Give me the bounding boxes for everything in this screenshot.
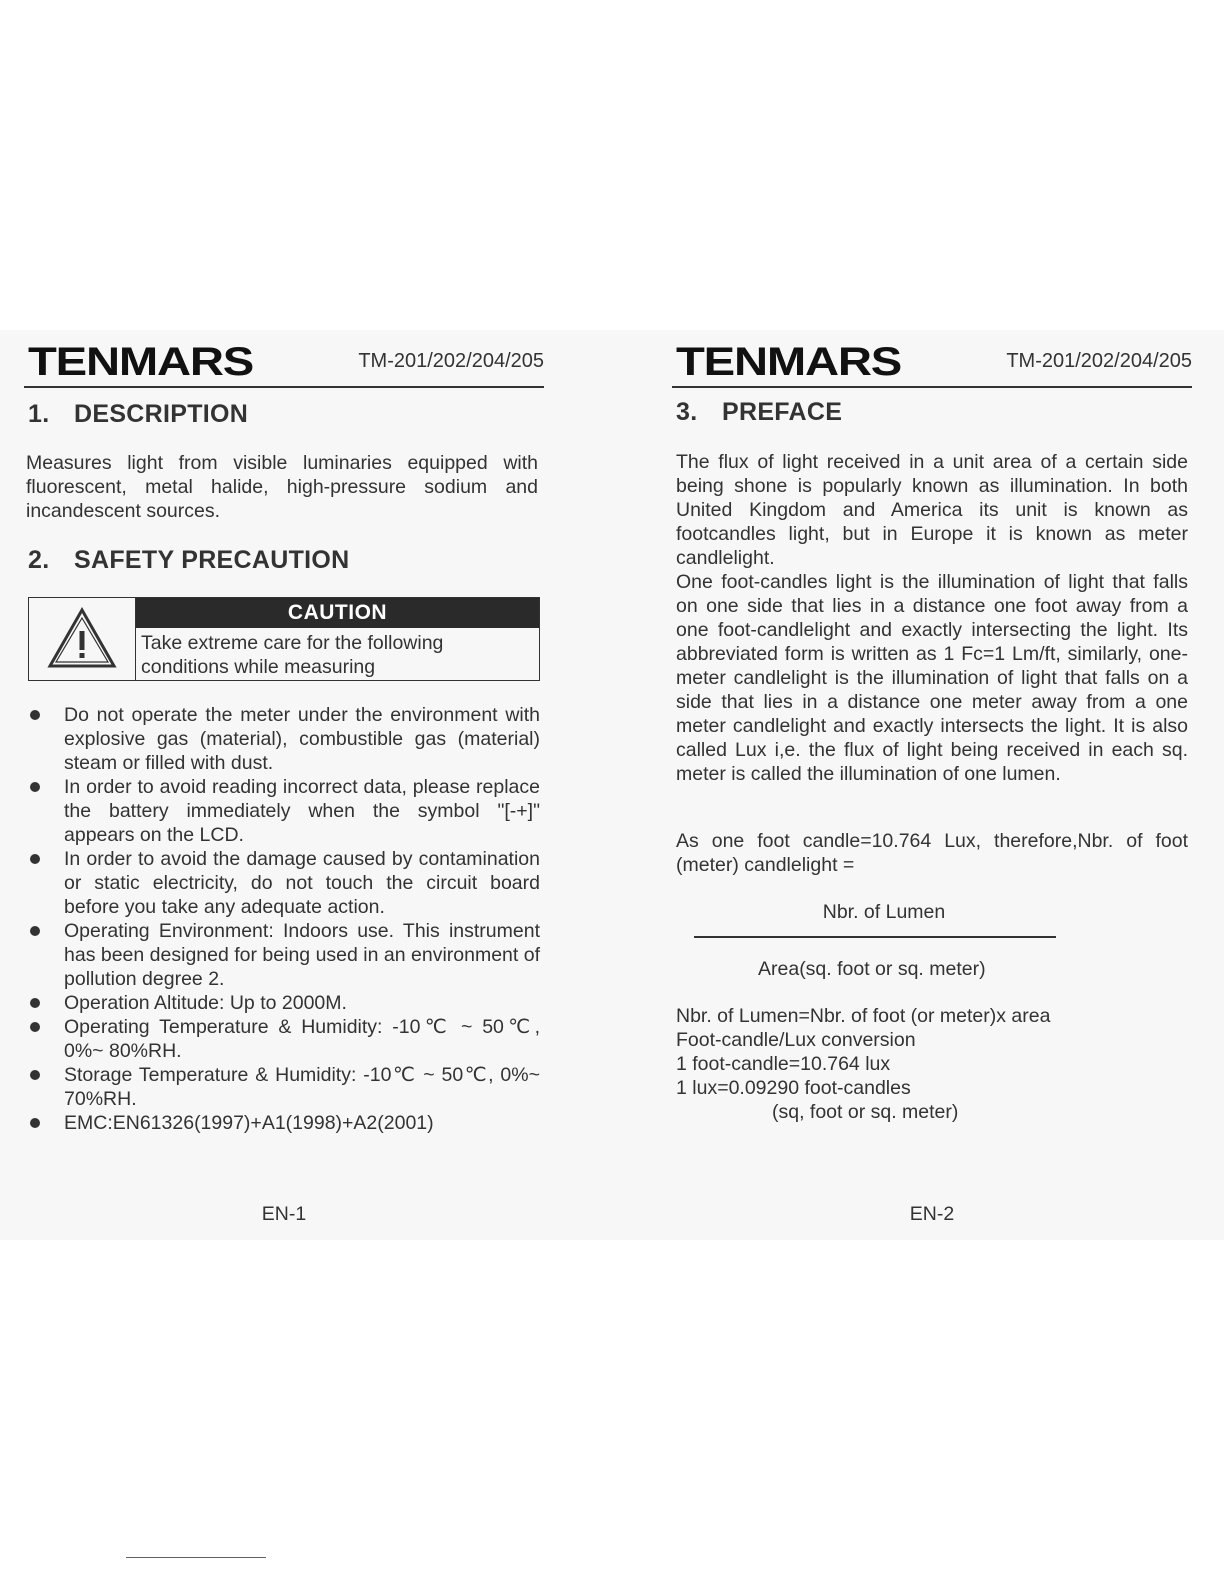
section-heading-safety: [28, 546, 350, 575]
section-number: 3.: [676, 398, 698, 426]
page-header: [24, 340, 544, 388]
preface-paragraph: The flux of light received in a unit area of a certain side being shone is popularly known as illumination. In both United Kingdom and America its unit is known as footcandles light, but in Europe it is known as meter candlelight. One foot-candles light is the illumination of light that falls on one side that lies in a distance one foot away from a one foot-candlelight and exactly intersecting the light. Its abbreviated form is written as 1 Fc=1 Lm/ft, similarly, one-meter candlelight is the illumination of light that falls on a side that lies in a distance one meter away from a one meter candlelight and exactly intersects the light. It is also called Lux i,e. the flux of light being received in each sq. meter is called the illumination of one lumen.: [676, 451, 1188, 785]
fraction-bar: [694, 936, 1056, 938]
brand-logo: TENMARS: [676, 340, 902, 384]
model-number: TM-201/202/204/205: [358, 350, 544, 372]
list-item: Storage Temperature & Humidity: -10℃ ~ 50℃, 0%~ 70%RH.: [28, 1063, 540, 1111]
list-item: EMC:EN61326(1997)+A1(1998)+A2(2001): [28, 1111, 540, 1135]
bullet-icon: [30, 998, 40, 1008]
section-heading-description: [28, 400, 248, 429]
list-item: Operation Altitude: Up to 2000M.: [28, 991, 540, 1015]
divider-line: [126, 1557, 266, 1558]
caution-text: Take extreme care for the following conditions while measuring: [141, 632, 444, 678]
lumen-formula: Nbr. of Lumen=Nbr. of foot (or meter)x area: [676, 1005, 1051, 1027]
description-paragraph: Measures light from visible luminaries equipped with fluorescent, metal halide, high-pressure sodium and incandescent sources.: [26, 452, 538, 522]
bullet-icon: [30, 1118, 40, 1128]
page-number: EN-2: [909, 1203, 955, 1225]
lux-conversion: 1 lux=0.09290 foot-candles: [676, 1077, 911, 1099]
fraction-numerator: Nbr. of Lumen: [822, 901, 946, 923]
right-page: [672, 340, 1192, 1240]
bullet-icon: [30, 854, 40, 864]
section-heading-preface: [676, 398, 842, 427]
list-item: Operating Environment: Indoors use. This instrument has been designed for being used in an environment of pollution degree 2.: [28, 919, 540, 991]
list-item: Do not operate the meter under the environment with explosive gas (material), combustible gas (material) steam or filled with dust.: [28, 703, 540, 775]
warning-triangle-icon: [29, 598, 136, 680]
section-title: DESCRIPTION: [74, 400, 249, 428]
section-title: PREFACE: [722, 398, 843, 426]
bullet-icon: [30, 782, 40, 792]
bullet-icon: [30, 710, 40, 720]
caution-box: [28, 597, 540, 681]
list-item: In order to avoid reading incorrect data, please replace the battery immediately when the symbol "[-+]" appears on the LCD.: [28, 775, 540, 847]
units-note: (sq, foot or sq. meter): [772, 1101, 959, 1123]
bullet-icon: [30, 926, 40, 936]
brand-logo: TENMARS: [28, 340, 254, 384]
model-number: TM-201/202/204/205: [1006, 350, 1192, 372]
caution-title: CAUTION: [136, 598, 539, 628]
section-title: SAFETY PRECAUTION: [74, 546, 350, 574]
list-item: In order to avoid the damage caused by contamination or static electricity, do not touch the circuit board before you take any adequate action.: [28, 847, 540, 919]
page-number: EN-1: [261, 1203, 307, 1225]
section-number: 1.: [28, 400, 50, 428]
list-item: Operating Temperature & Humidity: -10℃ ~ 50℃, 0%~ 80%RH.: [28, 1015, 540, 1063]
section-number: 2.: [28, 546, 50, 574]
footcandle-conversion: 1 foot-candle=10.764 lux: [676, 1053, 891, 1075]
conversion-heading: Foot-candle/Lux conversion: [676, 1029, 916, 1051]
conversion-paragraph: As one foot candle=10.764 Lux, therefore,Nbr. of foot (meter) candlelight =: [676, 830, 1188, 876]
fraction-denominator: Area(sq. foot or sq. meter): [758, 958, 986, 980]
bullet-icon: [30, 1070, 40, 1080]
left-page: [24, 340, 544, 1240]
bullet-icon: [30, 1022, 40, 1032]
safety-bullet-list: [28, 703, 540, 1135]
page-header: [672, 340, 1192, 388]
